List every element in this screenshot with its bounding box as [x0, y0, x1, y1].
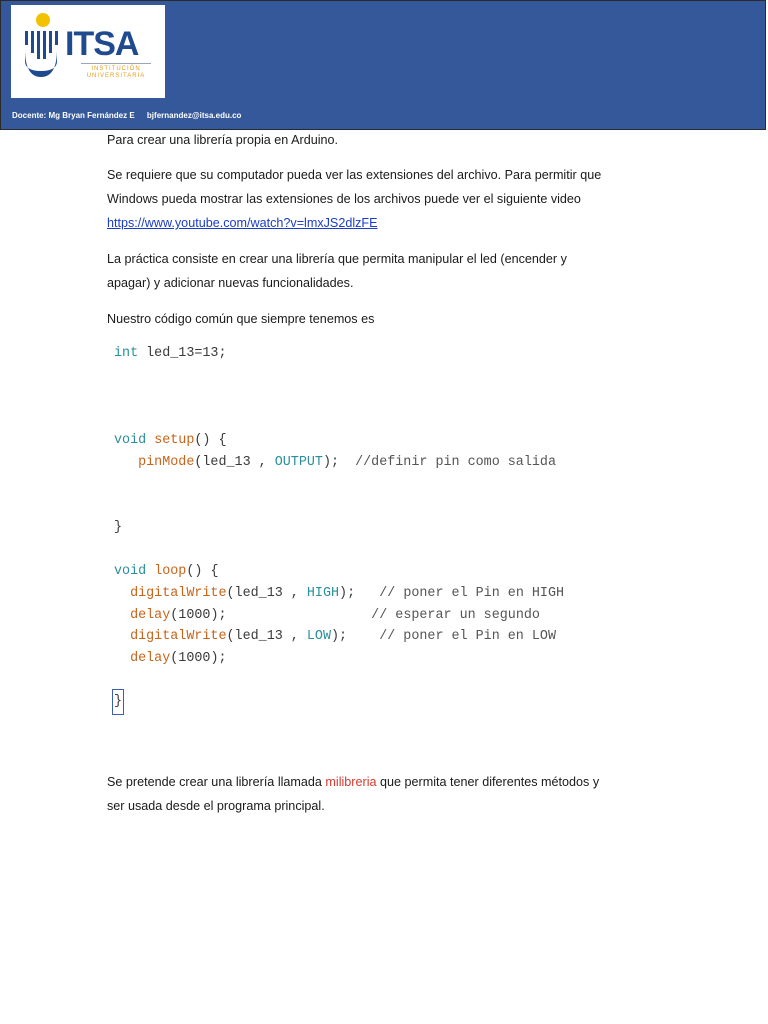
paragraph-practice: La práctica consiste en crear una librería que permita manipular el led (encender y apagar) y adicionar nuevas funcionalidades. — [107, 252, 567, 290]
paragraph-requirements: Se requiere que su computador pueda ver las extensiones del archivo. Para permitir que Windows pueda mostrar las extensiones de los archivos puede ver el siguiente video https://www.youtube.com/watch?v=lmxJS2dlzFE — [107, 168, 602, 230]
cursor-brace: } — [114, 691, 122, 713]
logo-subtitle: INSTITUCIÓN UNIVERSITARIA — [81, 63, 151, 80]
code-loop-block: void loop() { digitalWrite(led_13 , HIGH); // poner el Pin en HIGH delay(1000); // esperar un segundo digitalWrite(led_13 , LOW); // poner el Pin en LOW delay(1000); — [114, 564, 565, 667]
paragraph-library: Se pretende crear una librería llamada milibreria que permita tener diferentes métodos y ser usada desde el programa principal. — [107, 775, 600, 813]
code-setup-block: void setup() { pinMode(led_13 , OUTPUT); //definir pin como salida — [114, 433, 556, 470]
teacher-name: Docente: Mg Bryan Fernández E — [12, 111, 135, 120]
code-declaration: int led_13=13; — [114, 346, 227, 361]
video-link[interactable]: https://www.youtube.com/watch?v=lmxJS2dlzFE — [107, 216, 378, 230]
page-header — [0, 0, 766, 130]
teacher-info — [12, 111, 241, 120]
teacher-email: bjfernandez@itsa.edu.co — [146, 111, 242, 120]
code-loop-close — [114, 691, 122, 713]
logo-wordmark: ITSA — [65, 25, 139, 63]
itsa-emblem-icon — [21, 11, 61, 83]
paragraph-intro: Para crear una librería propia en Arduino. — [107, 133, 339, 147]
library-name: milibreria — [325, 775, 377, 789]
code-setup-close: } — [114, 520, 123, 535]
paragraph-code-intro: Nuestro código común que siempre tenemos es — [107, 312, 375, 326]
itsa-logo — [11, 5, 165, 98]
